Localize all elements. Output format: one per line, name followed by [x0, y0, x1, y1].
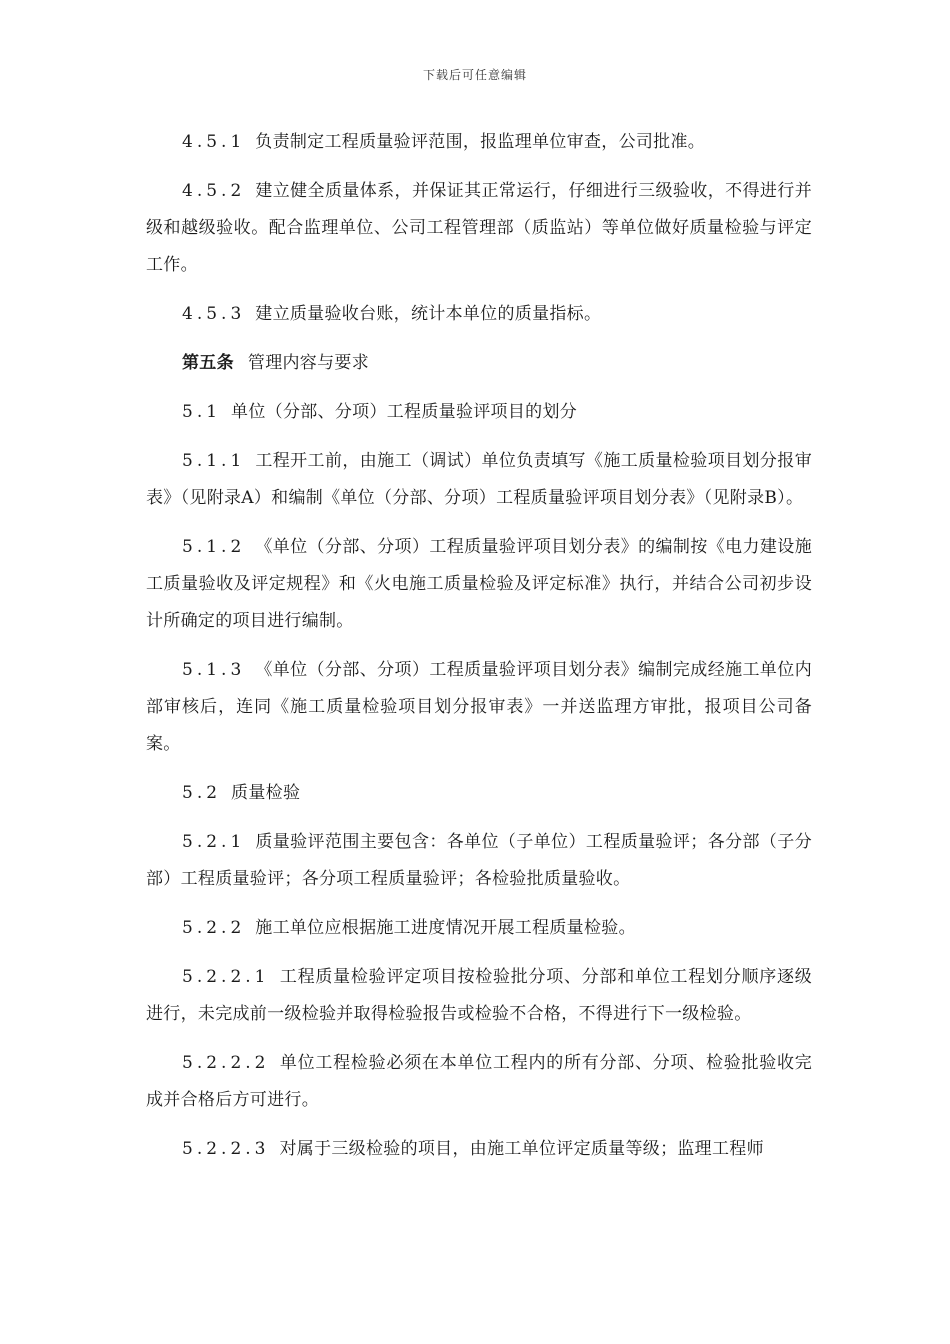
clause-number: 5.2.2.2 [182, 1053, 270, 1073]
clause-text: 建立健全质量体系，并保证其正常运行，仔细进行三级验收，不得进行并级和越级验收。配合监理单位、公司工程管理部（质监站）等单位做好质量检验与评定工作。 [146, 181, 812, 275]
clause-text: 工程开工前，由施工（调试）单位负责填写《施工质量检验项目划分报审表》（见附录A）和编制《单位（分部、分项）工程质量验评项目划分表》（见附录B）。 [146, 451, 812, 508]
clause-4-5-3 [146, 296, 812, 333]
clause-text: 单位工程检验必须在本单位工程内的所有分部、分项、检验批验收完成并合格后方可进行。 [146, 1053, 812, 1110]
clause-5-2-2-3 [146, 1131, 812, 1168]
clause-5-2-1 [146, 824, 812, 898]
clause-text: 负责制定工程质量验评范围，报监理单位审查，公司批准。 [255, 132, 706, 152]
clause-text: 《单位（分部、分项）工程质量验评项目划分表》的编制按《电力建设施工质量验收及评定规程》和《火电施工质量检验及评定标准》执行，并结合公司初步设计所确定的项目进行编制。 [146, 537, 812, 631]
clause-number: 5.2.2.3 [182, 1139, 270, 1159]
clause-text: 建立质量验收台账，统计本单位的质量指标。 [255, 304, 602, 324]
clause-text: 施工单位应根据施工进度情况开展工程质量检验。 [255, 918, 636, 938]
clause-5-2-2 [146, 910, 812, 947]
clause-5-1-3 [146, 652, 812, 763]
article-5-heading [146, 345, 812, 382]
clause-4-5-1 [146, 124, 812, 161]
clause-text: 工程质量检验评定项目按检验批分项、分部和单位工程划分顺序逐级进行，未完成前一级检验并取得检验报告或检验不合格，不得进行下一级检验。 [146, 967, 812, 1024]
clause-5-2-2-2 [146, 1045, 812, 1119]
clause-number: 5.2.2 [182, 918, 246, 938]
article-title: 管理内容与要求 [247, 353, 370, 373]
clause-number: 5.1.2 [182, 537, 246, 557]
document-body [146, 124, 812, 1180]
clause-5-1-1 [146, 443, 812, 517]
article-label: 第五条 [182, 353, 234, 373]
clause-number: 4.5.1 [182, 132, 246, 152]
clause-5-2 [146, 775, 812, 812]
clause-number: 5.1.3 [182, 660, 246, 680]
clause-text: 质量检验 [231, 783, 301, 803]
clause-number: 5.2.1 [182, 832, 246, 852]
clause-number: 5.2 [182, 783, 222, 803]
clause-number: 5.2.2.1 [182, 967, 270, 987]
clause-text: 单位（分部、分项）工程质量验评项目的划分 [231, 402, 578, 422]
clause-number: 4.5.2 [182, 181, 246, 201]
clause-4-5-2 [146, 173, 812, 284]
clause-number: 4.5.3 [182, 304, 246, 324]
clause-5-2-2-1 [146, 959, 812, 1033]
clause-number: 5.1.1 [182, 451, 246, 471]
clause-text: 《单位（分部、分项）工程质量验评项目划分表》编制完成经施工单位内部审核后，连同《施工质量检验项目划分报审表》一并送监理方审批，报项目公司备案。 [146, 660, 812, 754]
clause-text: 对属于三级检验的项目，由施工单位评定质量等级；监理工程师 [279, 1139, 764, 1159]
clause-number: 5.1 [182, 402, 222, 422]
clause-5-1-2 [146, 529, 812, 640]
page-header: 下载后可任意编辑 [422, 68, 527, 82]
clause-5-1 [146, 394, 812, 431]
clause-text: 质量验评范围主要包含：各单位（子单位）工程质量验评；各分部（子分部）工程质量验评；各分项工程质量验评；各检验批质量验收。 [146, 832, 812, 889]
